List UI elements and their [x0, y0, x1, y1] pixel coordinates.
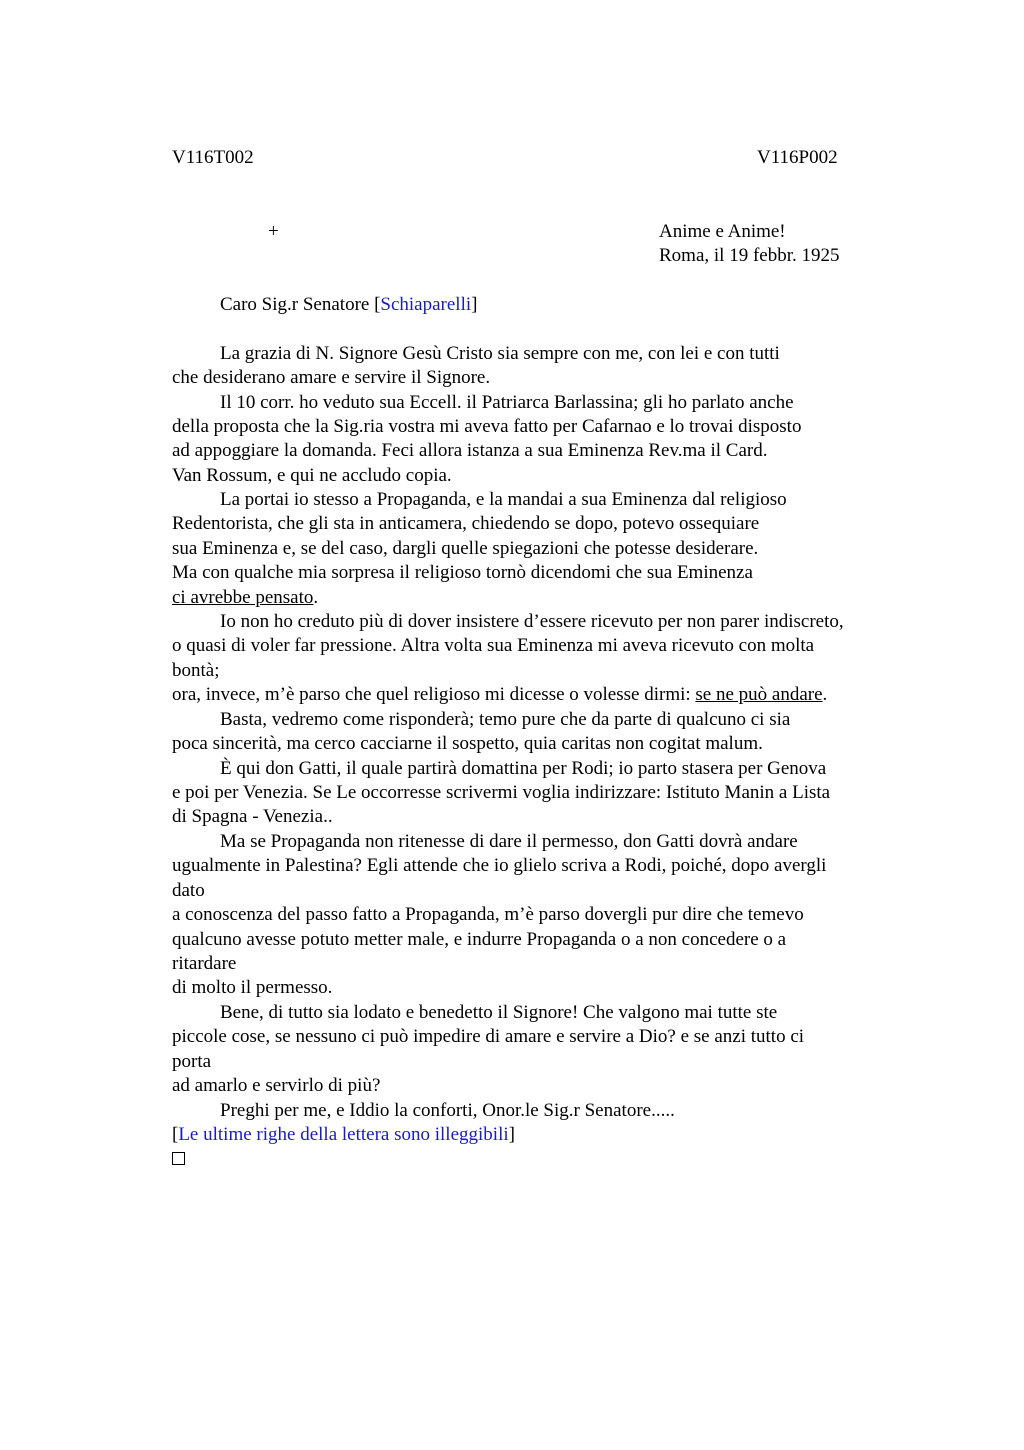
body-line: Preghi per me, e Iddio la conforti, Onor.le Sig.r Senatore.....	[220, 1100, 675, 1121]
body-line: ugualmente in Palestina? Egli attende che io glielo scriva a Rodi, poiché, dopo avergli	[172, 855, 827, 876]
body-line: a conoscenza del passo fatto a Propaganda, m’è parso dovergli pur dire che temevo	[172, 904, 804, 925]
punctuation: .	[822, 684, 828, 705]
body-line: porta	[172, 1051, 212, 1072]
punctuation: .	[313, 587, 319, 608]
body-line: poca sincerità, ma cerco cacciarne il sospetto, quia caritas non cogitat malum.	[172, 733, 763, 754]
body-line: Redentorista, che gli sta in anticamera, chiedendo se dopo, potevo ossequiare	[172, 513, 760, 534]
salutation-close: ]	[471, 294, 478, 315]
body-line: Bene, di tutto sia lodato e benedetto il Signore! Che valgono mai tutte ste	[220, 1002, 778, 1023]
body-line: qualcuno avesse potuto metter male, e indurre Propaganda o a non concedere o a	[172, 929, 787, 950]
editorial-note-text: Le ultime righe della lettera sono illeggibili	[178, 1124, 509, 1145]
body-line: di molto il permesso.	[172, 977, 333, 998]
recipient-name: Schiaparelli	[380, 294, 472, 315]
editorial-note	[172, 1123, 515, 1147]
body-line: La portai io stesso a Propaganda, e la mandai a sua Eminenza dal religioso	[220, 489, 787, 510]
cross-mark: +	[268, 221, 279, 242]
body-line: È qui don Gatti, il quale partirà domattina per Rodi; io parto stasera per Genova	[220, 758, 827, 779]
body-line	[172, 683, 827, 707]
body-line: della proposta che la Sig.ria vostra mi aveva fatto per Cafarnao e lo trovai disposto	[172, 416, 802, 437]
body-line: piccole cose, se nessuno ci può impedire di amare e servire a Dio? e se anzi tutto ci	[172, 1026, 805, 1047]
end-square-icon	[172, 1152, 185, 1165]
body-line: Io non ho creduto più di dover insistere d’essere ricevuto per non parer indiscreto,	[220, 611, 844, 632]
body-line: bontà;	[172, 660, 220, 681]
underlined-phrase: ci avrebbe pensato	[172, 587, 314, 608]
bracket-close: ]	[508, 1124, 515, 1145]
body-line: Il 10 corr. ho veduto sua Eccell. il Patriarca Barlassina; gli ho parlato anche	[220, 392, 794, 413]
body-line: ad appoggiare la domanda. Feci allora istanza a sua Eminenza Rev.ma il Card.	[172, 440, 768, 461]
motto: Anime e Anime!	[659, 221, 786, 242]
body-line: o quasi di voler far pressione. Altra volta sua Eminenza mi aveva ricevuto con molta	[172, 635, 815, 656]
salutation-text: Caro Sig.r Senatore [	[220, 294, 381, 315]
body-line: ritardare	[172, 953, 237, 974]
body-line: Van Rossum, e qui ne accludo copia.	[172, 465, 452, 486]
bracket-open: [	[172, 1124, 179, 1145]
body-line: che desiderano amare e servire il Signore.	[172, 367, 491, 388]
body-line: Ma se Propaganda non ritenesse di dare il permesso, don Gatti dovrà andare	[220, 831, 798, 852]
salutation	[220, 293, 477, 317]
body-line: sua Eminenza e, se del caso, dargli quelle spiegazioni che potesse desiderare.	[172, 538, 759, 559]
right-code: V116P002	[757, 147, 838, 168]
left-code: V116T002	[172, 147, 254, 168]
line-text: ora, invece, m’è parso che quel religioso mi dicesse o volesse dirmi:	[172, 684, 696, 705]
body-line	[172, 586, 318, 610]
body-line: ad amarlo e servirlo di più?	[172, 1075, 381, 1096]
body-line: di Spagna - Venezia..	[172, 806, 333, 827]
body-line: La grazia di N. Signore Gesù Cristo sia sempre con me, con lei e con tutti	[220, 343, 780, 364]
place-date: Roma, il 19 febbr. 1925	[659, 245, 840, 266]
body-line: e poi per Venezia. Se Le occorresse scrivermi voglia indirizzare: Istituto Manin a Lista	[172, 782, 831, 803]
body-line: dato	[172, 880, 205, 901]
body-line: Ma con qualche mia sorpresa il religioso tornò dicendomi che sua Eminenza	[172, 562, 753, 583]
underlined-phrase: se ne può andare	[695, 684, 823, 705]
body-line: Basta, vedremo come risponderà; temo pure che da parte di qualcuno ci sia	[220, 709, 791, 730]
